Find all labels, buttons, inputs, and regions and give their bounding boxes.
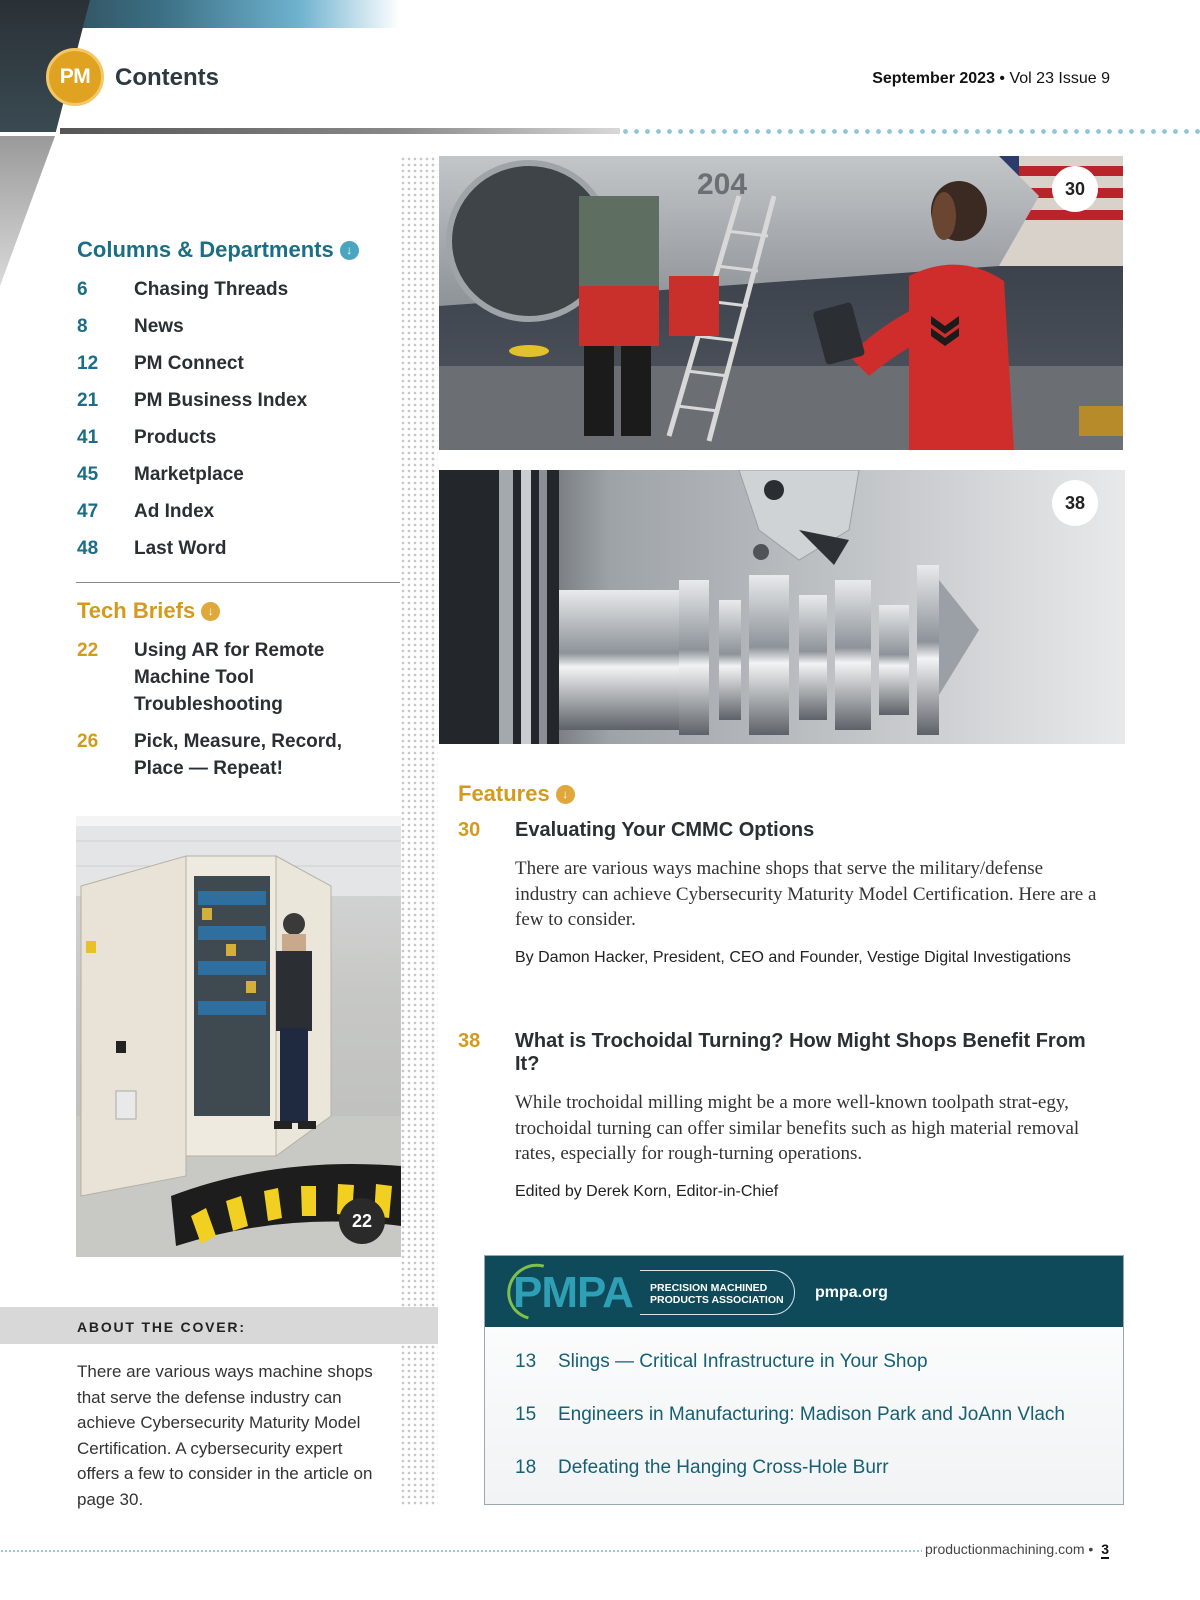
toc-title: PM Connect bbox=[134, 353, 244, 374]
toc-page-number: 21 bbox=[77, 390, 99, 411]
toc-item-news[interactable] bbox=[77, 313, 307, 350]
pmpa-title: Slings — Critical Infrastructure in Your Shop bbox=[558, 1351, 928, 1372]
toc-title: Using AR for Remote Machine Tool Troubleshooting bbox=[134, 640, 325, 715]
toc-title: Last Word bbox=[134, 538, 227, 559]
pm-logo: PM bbox=[46, 48, 104, 106]
features-heading bbox=[458, 781, 575, 807]
toc-page-number: 47 bbox=[77, 501, 99, 522]
pmpa-page-number: 18 bbox=[515, 1457, 537, 1478]
columns-departments-list bbox=[77, 276, 307, 572]
page-title: Contents bbox=[115, 64, 219, 91]
pmpa-title: Engineers in Manufacturing: Madison Park and JoAnn Vlach bbox=[558, 1404, 1065, 1425]
toc-item-chasing-threads[interactable] bbox=[77, 276, 307, 313]
arrow-down-icon: ↓ bbox=[556, 785, 575, 804]
toc-item-pm-business-index[interactable] bbox=[77, 387, 307, 424]
columns-departments-heading bbox=[77, 237, 359, 263]
header-dotted-rule bbox=[620, 128, 1200, 135]
footer-site-link[interactable]: productionmachining.com bbox=[925, 1541, 1085, 1557]
toc-title: Marketplace bbox=[134, 464, 244, 485]
jet-illustration bbox=[439, 156, 1123, 450]
pmpa-logo: PMPA bbox=[513, 1268, 633, 1317]
about-cover-text: There are various ways machine shops that serve the defense industry can achieve Cybersecurity Maturity Model Certification. A cybersecurity expert offers a few to consider in the article on page 30. bbox=[77, 1362, 373, 1509]
pmpa-title: Defeating the Hanging Cross-Hole Burr bbox=[558, 1457, 889, 1478]
pmpa-item-burr[interactable] bbox=[515, 1457, 1065, 1510]
toc-title: Pick, Measure, Record, Place — Repeat! bbox=[134, 731, 343, 779]
arrow-down-icon: ↓ bbox=[201, 602, 220, 621]
feature-byline: Edited by Derek Korn, Editor-in-Chief bbox=[515, 1182, 779, 1200]
toc-item-ad-index[interactable] bbox=[77, 498, 307, 535]
feature-description: While trochoidal milling might be a more well-known toolpath strat-egy, trochoidal turning can offer similar benefits such as high material removal rates, especially for rough-turning operations. bbox=[515, 1092, 1080, 1164]
toc-item-marketplace[interactable] bbox=[77, 461, 307, 498]
toc-item-products[interactable] bbox=[77, 424, 307, 461]
toc-page-number: 8 bbox=[77, 316, 88, 337]
tech-briefs-list bbox=[77, 637, 367, 792]
pmpa-subtitle bbox=[650, 1282, 784, 1306]
page-badge-22[interactable]: 22 bbox=[339, 1198, 385, 1244]
toc-page-number: 48 bbox=[77, 538, 99, 559]
toc-title: PM Business Index bbox=[134, 390, 308, 411]
toc-title: Chasing Threads bbox=[134, 279, 289, 300]
footer bbox=[925, 1541, 1109, 1557]
footer-separator: • bbox=[1088, 1541, 1094, 1557]
about-cover-label: ABOUT THE COVER: bbox=[77, 1319, 246, 1335]
cabinet-illustration bbox=[76, 816, 401, 1257]
pmpa-item-engineers[interactable] bbox=[515, 1404, 1065, 1457]
toc-item-last-word[interactable] bbox=[77, 535, 307, 572]
features-label: Features bbox=[458, 781, 550, 806]
pmpa-header bbox=[485, 1256, 1123, 1327]
page-badge-38[interactable]: 38 bbox=[1052, 480, 1098, 526]
footer-page-number: 3 bbox=[1101, 1541, 1110, 1557]
feature-cmmc[interactable] bbox=[458, 819, 1108, 967]
toc-item-using-ar[interactable] bbox=[77, 637, 367, 718]
feature-page-number: 30 bbox=[458, 819, 481, 841]
feature-title[interactable]: What is Trochoidal Turning? How Might Shops Benefit From It? bbox=[515, 1030, 1086, 1075]
toc-page-number: 22 bbox=[77, 640, 99, 661]
toc-title: News bbox=[134, 316, 184, 337]
pmpa-subtitle-line1: PRECISION MACHINED bbox=[650, 1282, 768, 1294]
photo-trochoidal-turning[interactable] bbox=[439, 470, 1125, 744]
toc-title: Products bbox=[134, 427, 217, 448]
issue-volume: Vol 23 Issue 9 bbox=[1009, 70, 1110, 87]
header-grey-wedge bbox=[0, 136, 55, 286]
pmpa-item-slings[interactable] bbox=[515, 1351, 1065, 1404]
cover-photo-electrical-cabinet[interactable] bbox=[76, 816, 401, 1257]
pmpa-section bbox=[484, 1255, 1124, 1505]
columns-departments-label: Columns & Departments bbox=[77, 237, 334, 262]
pmpa-page-number: 15 bbox=[515, 1404, 537, 1425]
jet-hull-number: 204 bbox=[697, 168, 748, 201]
photo-jet-maintenance[interactable] bbox=[439, 156, 1123, 450]
toc-page-number: 41 bbox=[77, 427, 99, 448]
feature-page-number: 38 bbox=[458, 1030, 481, 1052]
toc-page-number: 26 bbox=[77, 731, 99, 752]
tech-briefs-heading bbox=[77, 598, 220, 624]
feature-byline: By Damon Hacker, President, CEO and Founder, Vestige Digital Investigations bbox=[515, 948, 1071, 966]
issue-separator: • bbox=[999, 70, 1006, 87]
toc-title: Ad Index bbox=[134, 501, 215, 522]
pmpa-list bbox=[515, 1351, 1065, 1510]
pmpa-url-link[interactable]: pmpa.org bbox=[815, 1284, 888, 1301]
feature-description: There are various ways machine shops that serve the military/defense industry can achieve Cybersecurity Maturity Model Certification. Here are a few to consider. bbox=[515, 858, 1097, 930]
column-dotted-separator bbox=[400, 156, 438, 1506]
issue-month: September 2023 bbox=[872, 70, 995, 87]
toc-item-pick-measure[interactable] bbox=[77, 728, 367, 782]
arrow-down-icon: ↓ bbox=[340, 241, 359, 260]
page-badge-30[interactable]: 30 bbox=[1052, 166, 1098, 212]
toc-page-number: 6 bbox=[77, 279, 88, 300]
header-rule bbox=[60, 128, 620, 134]
section-divider bbox=[76, 582, 400, 583]
pmpa-page-number: 13 bbox=[515, 1351, 537, 1372]
toc-page-number: 45 bbox=[77, 464, 99, 485]
issue-info bbox=[872, 70, 1110, 88]
pmpa-subtitle-line2: PRODUCTS ASSOCIATION bbox=[650, 1294, 784, 1306]
footer-dotted-rule bbox=[0, 1550, 922, 1552]
feature-trochoidal[interactable] bbox=[458, 1030, 1108, 1201]
toc-page-number: 12 bbox=[77, 353, 99, 374]
tech-briefs-label: Tech Briefs bbox=[77, 598, 196, 623]
feature-title[interactable]: Evaluating Your CMMC Options bbox=[515, 819, 815, 841]
lathe-part-illustration bbox=[439, 470, 1125, 744]
toc-item-pm-connect[interactable] bbox=[77, 350, 307, 387]
